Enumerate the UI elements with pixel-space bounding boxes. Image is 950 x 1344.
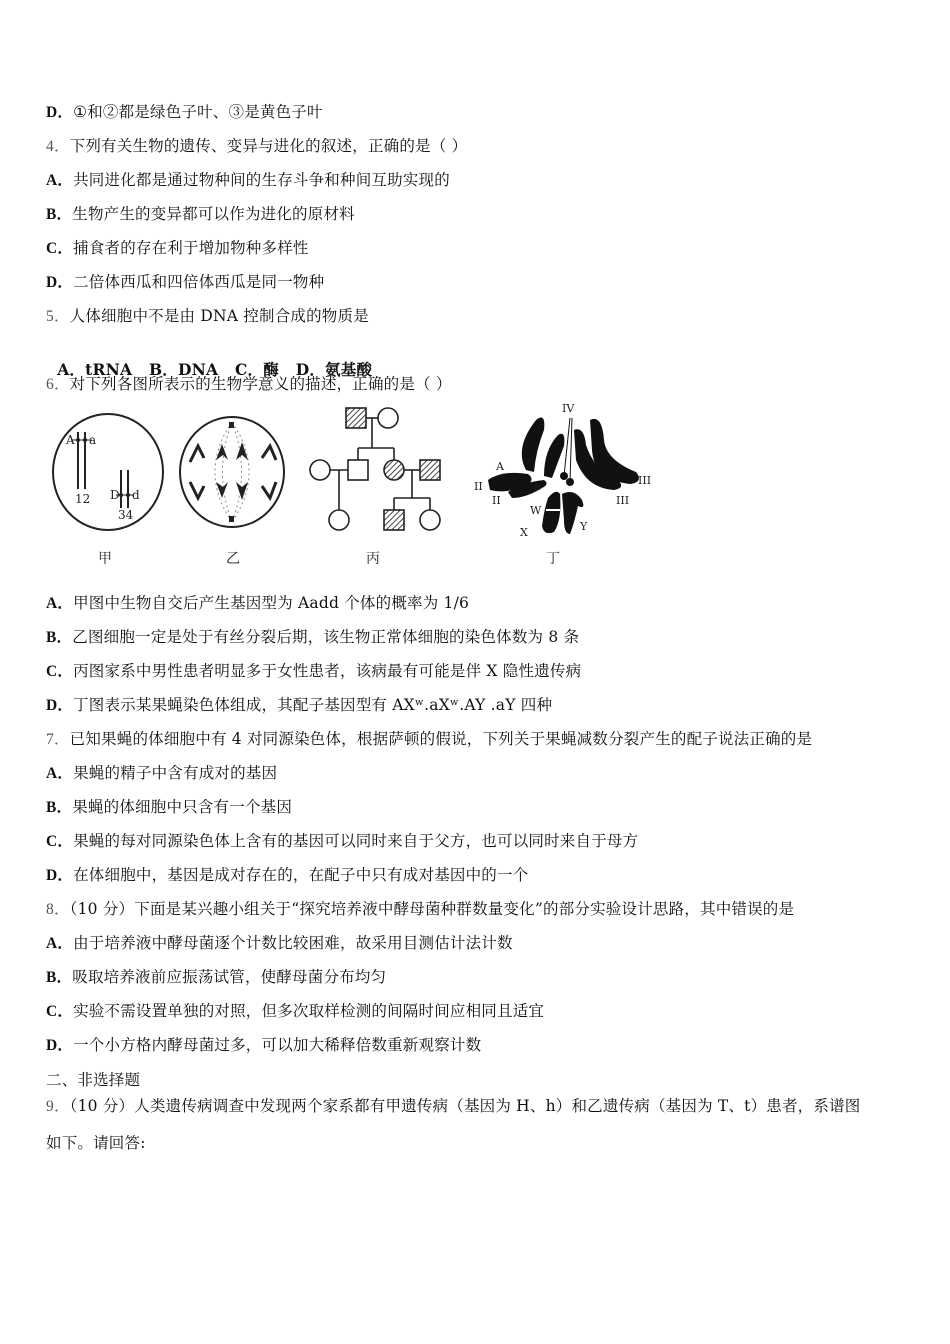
question-9-stem (46, 1096, 860, 1117)
label-gene-A: A (496, 460, 504, 473)
question-7-option-a (46, 763, 277, 784)
option-label: D． (46, 1037, 74, 1054)
figure-caption-jia: 甲 (98, 551, 112, 567)
figure-caption-ding: 丁 (546, 551, 560, 567)
cell-chromosome-diagram (44, 400, 174, 540)
question-4-option-d (46, 272, 324, 293)
option-text: 乙图细胞一定是处于有丝分裂后期，该生物正常体细胞的染色体数为 8 条 (72, 628, 580, 646)
question-number: 9． (46, 1098, 70, 1115)
question-text: （10 分）下面是某兴趣小组关于“探究培养液中酵母菌种群数量变化”的部分实验设计思路，其中错误的是 (69, 900, 795, 918)
figure-caption-yi: 乙 (226, 551, 240, 567)
mitosis-cell-diagram (178, 400, 288, 540)
option-text: 丁图表示某果蝇染色体组成，其配子基因型有 AXʷ.aXʷ.AY .aY 四种 (73, 696, 553, 714)
question-6-figures (44, 400, 664, 575)
option-text: 果蝇的每对同源染色体上含有的基因可以同时来自于父方，也可以同时来自于母方 (73, 832, 639, 850)
option-text: ①和②都是绿色子叶、③是黄色子叶 (73, 103, 323, 121)
option-label: B． (46, 206, 73, 223)
option-text: 生物产生的变异都可以作为进化的原材料 (72, 205, 355, 223)
label-gene-A: A (66, 433, 75, 447)
figure-yi (178, 400, 288, 567)
label-chromosome-III-right: III (638, 474, 652, 487)
question-6-option-d (46, 695, 552, 716)
question-text: （10 分）人类遗传病调查中发现两个家系都有甲遗传病（基因为 H、h）和乙遗传病（基因为 T、t）患者，系谱图 (69, 1097, 861, 1115)
question-7-option-c (46, 831, 638, 852)
figure-caption-bing: 丙 (366, 551, 380, 567)
option-text: 捕食者的存在利于增加物种多样性 (73, 239, 309, 257)
option-text: 丙图家系中男性患者明显多于女性患者，该病最有可能是伴 X 隐性遗传病 (73, 662, 582, 680)
label-chromosome-34: 34 (118, 508, 134, 522)
option-text: 果蝇的精子中含有成对的基因 (73, 764, 278, 782)
question-text: 对下列各图所表示的生物学意义的描述，正确的是（ ） (69, 375, 452, 393)
question-9-stem-continued (46, 1133, 146, 1153)
label-gene-d: d (132, 488, 140, 502)
option-label: C． (46, 833, 74, 850)
question-number: 5． (46, 308, 70, 325)
question-8-option-d (46, 1035, 481, 1056)
option-text: 实验不需设置单独的对照，但多次取样检测的间隔时间应相同且适宜 (73, 1002, 545, 1020)
question-5-stem (46, 306, 369, 327)
question-6-option-c (46, 661, 581, 682)
question-4-stem (46, 136, 467, 157)
option-label: B． (46, 969, 73, 986)
question-8-option-a (46, 933, 513, 954)
label-chromosome-Y: Y (580, 520, 588, 533)
label-chromosome-X: X (520, 526, 528, 539)
label-chromosome-IV: IV (562, 402, 575, 415)
option-label: A． (46, 765, 74, 782)
option-label: C． (46, 240, 74, 257)
label-chromosome-II-left: II (474, 480, 483, 493)
question-text: 如下。请回答: (46, 1134, 146, 1152)
question-7-option-b (46, 797, 292, 818)
label-chromosome-12: 12 (75, 492, 91, 506)
section-title: 二、非选择题 (46, 1071, 141, 1089)
option-text: 共同进化都是通过物种间的生存斗争和种间互助实现的 (73, 171, 450, 189)
pedigree-chart (306, 400, 446, 550)
label-gene-a: a (89, 433, 97, 447)
figure-jia (44, 400, 174, 567)
section-heading (46, 1070, 140, 1090)
question-4-option-a (46, 170, 450, 191)
question-7-stem (46, 729, 812, 750)
question-6-option-a (46, 593, 469, 614)
question-text: 人体细胞中不是由 DNA 控制合成的物质是 (69, 307, 369, 325)
option-text: 二倍体西瓜和四倍体西瓜是同一物种 (73, 273, 325, 291)
option-label: A． (46, 595, 74, 612)
question-8-option-b (46, 967, 386, 988)
option-label: C． (46, 1003, 74, 1020)
question-4-option-c (46, 238, 309, 259)
question-7-option-d (46, 865, 528, 886)
option-label: D． (46, 104, 74, 121)
question-3-option-d (46, 102, 323, 123)
option-label: A． (46, 935, 74, 952)
option-text: 由于培养液中酵母菌逐个计数比较困难，故采用目测估计法计数 (73, 934, 513, 952)
option-label: C． (46, 663, 74, 680)
options-inline: A．tRNA B．DNA C．酶 D．氨基酸 (57, 360, 373, 379)
question-number: 4． (46, 138, 70, 155)
question-6-option-b (46, 627, 579, 648)
option-text: 一个小方格内酵母菌过多，可以加大稀释倍数重新观察计数 (73, 1036, 482, 1054)
figure-bing (306, 400, 446, 567)
question-number: 7． (46, 731, 70, 748)
option-label: D． (46, 867, 74, 884)
option-label: B． (46, 629, 73, 646)
question-8-stem (46, 899, 794, 920)
question-6-stem (46, 374, 452, 395)
option-text: 果蝇的体细胞中只含有一个基因 (72, 798, 293, 816)
option-label: A． (46, 172, 74, 189)
label-gene-a: a (534, 482, 540, 493)
question-8-option-c (46, 1001, 544, 1022)
label-gene-D: D (110, 488, 120, 502)
label-chromosome-II-inner: II (492, 494, 501, 507)
question-number: 8． (46, 901, 70, 918)
option-label: D． (46, 697, 74, 714)
figure-ding (466, 400, 656, 567)
question-text: 下列有关生物的遗传、变异与进化的叙述，正确的是（ ） (69, 137, 468, 155)
question-number: 6． (46, 376, 70, 393)
drosophila-karyotype-diagram (466, 400, 656, 550)
question-4-option-b (46, 204, 355, 225)
option-text: 甲图中生物自交后产生基因型为 Aadd 个体的概率为 1/6 (73, 594, 470, 612)
option-label: D． (46, 274, 74, 291)
option-label: B． (46, 799, 73, 816)
question-text: 已知果蝇的体细胞中有 4 对同源染色体，根据萨顿的假说，下列关于果蝇减数分裂产生的配子说法正确的是 (69, 730, 813, 748)
option-text: 吸取培养液前应振荡试管，使酵母菌分布均匀 (72, 968, 387, 986)
label-chromosome-III-inner: III (616, 494, 630, 507)
label-gene-W: W (530, 504, 542, 517)
option-text: 在体细胞中，基因是成对存在的，在配子中只有成对基因中的一个 (73, 866, 529, 884)
